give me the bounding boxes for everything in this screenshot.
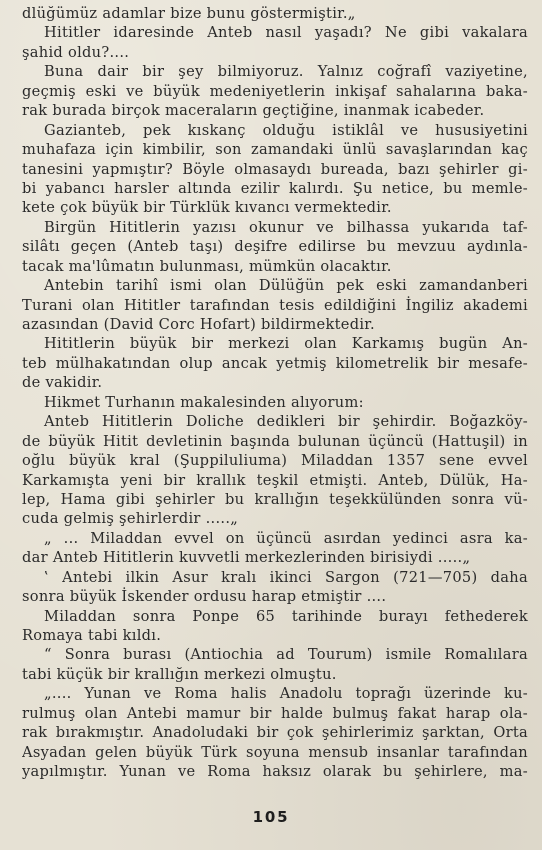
text-line: azasından (David Corc Hofart) bildirmektedir. — [22, 316, 375, 333]
text-line: silâtı geçen (Anteb taşı) deşifre edilirse bu mevzuu aydınla- — [22, 238, 528, 256]
text-line: rak bırakmıştır. Anadoludaki bir çok şehirlerimiz şarktan, Orta — [22, 724, 528, 742]
text-line: Karkamışta yeni bir krallık teşkil etmişti. Anteb, Dülük, Ha- — [22, 471, 528, 489]
text-line: Anteb Hititlerin Doliche dedikleri bir şehirdir. Boğazköy- — [44, 413, 528, 431]
text-line: Hikmet Turhanın makalesinden alıyorum: — [44, 393, 364, 411]
text-line: Hititlerin büyük bir merkezi olan Karkamış bugün An- — [44, 335, 528, 353]
text-line: Turani olan Hititler tarafından tesis edildiğini İngiliz akademi — [22, 296, 528, 314]
text-line: tanesini yapmıştır? Böyle olmasaydı bureada, bazı şehirler gi- — [22, 160, 528, 178]
text-line: „.... Yunan ve Roma halis Anadolu toprağı üzerinde ku- — [44, 685, 528, 703]
text-line: de vakidir. — [22, 374, 103, 392]
text-line: muhafaza için kimbilir, son zamandaki ünlü savaşlarından kaç — [22, 141, 528, 159]
text-line: ‛ Antebi ilkin Asur kralı ikinci Sargon (721—705) daha — [44, 568, 528, 586]
text-line: lep, Hama gibi şehirler bu krallığın teşekkülünden sonra vü- — [22, 490, 528, 508]
text-line: bi yabancı harsler altında ezilir kalırdı. Şu netice, bu memle- — [22, 179, 528, 197]
text-line: Hititler idaresinde Anteb nasıl yaşadı? Ne gibi vakalara — [44, 24, 528, 42]
text-line: teb mülhakatından olup ancak yetmiş kilometrelik bir mesafe- — [22, 354, 528, 372]
page-number: 105 — [252, 808, 290, 826]
text-line: Antebin tarihî ismi olan Dülüğün pek eski zamandanberi — [44, 277, 528, 295]
text-line: Miladdan sonra Ponpe 65 tarihinde burayı fethederek — [44, 607, 528, 625]
text-line: dar Anteb Hititlerin kuvvetli merkezlerinden birisiydi .....„ — [22, 549, 471, 567]
text-line: şahid oldu?.... — [22, 43, 130, 61]
text-line: Romaya tabi kıldı. — [22, 627, 162, 644]
text-line: rulmuş olan Antebi mamur bir halde bulmuş fakat harap ola- — [22, 704, 528, 722]
text-line: tacak ma'lûmatın bulunması, mümkün olacaktır. — [22, 257, 392, 275]
text-line: tabi küçük bir krallığın merkezi olmuştu. — [22, 665, 337, 683]
text-line: sonra büyük İskender ordusu harap etmiştir .... — [22, 588, 387, 606]
text-line: Gazianteb, pek kıskanç olduğu istiklâl ve hususiyetini — [44, 121, 528, 139]
text-line: geçmiş eski ve büyük medeniyetlerin inkişaf sahalarına baka- — [22, 82, 528, 100]
text-line: “ Sonra burası (Antiochia ad Tourum) ismile Romalılara — [44, 646, 528, 664]
text-line: Birgün Hititlerin yazısı okunur ve bilhassa yukarıda taf- — [44, 218, 528, 236]
text-line: rak burada birçok maceraların geçtiğine, inanmak icabeder. — [22, 102, 485, 120]
text-line: yapılmıştır. Yunan ve Roma haksız olarak bu şehirlere, ma- — [22, 763, 528, 781]
text-line: Buna dair bir şey bilmiyoruz. Yalnız coğrafî vaziyetine, — [44, 63, 528, 81]
text-line: cuda gelmiş şehirlerdir .....„ — [22, 510, 239, 528]
text-line: Asyadan gelen büyük Türk soyuna mensub insanlar tarafından — [22, 743, 528, 761]
text-line: oğlu büyük kral (Şuppiluliuma) Miladdan 1357 sene evvel — [22, 452, 528, 470]
text-line: de büyük Hitit devletinin başında bulunan üçüncü (Hattuşil) in — [22, 432, 528, 450]
text-line: „ ... Miladdan evvel on üçüncü asırdan yedinci asra ka- — [44, 529, 528, 547]
text-line: kete çok büyük bir Türklük kıvancı vermektedir. — [22, 199, 392, 217]
text-line: dlüğümüz adamlar bize bunu göstermiştir.„ — [22, 5, 356, 22]
page-text — [22, 4, 528, 782]
